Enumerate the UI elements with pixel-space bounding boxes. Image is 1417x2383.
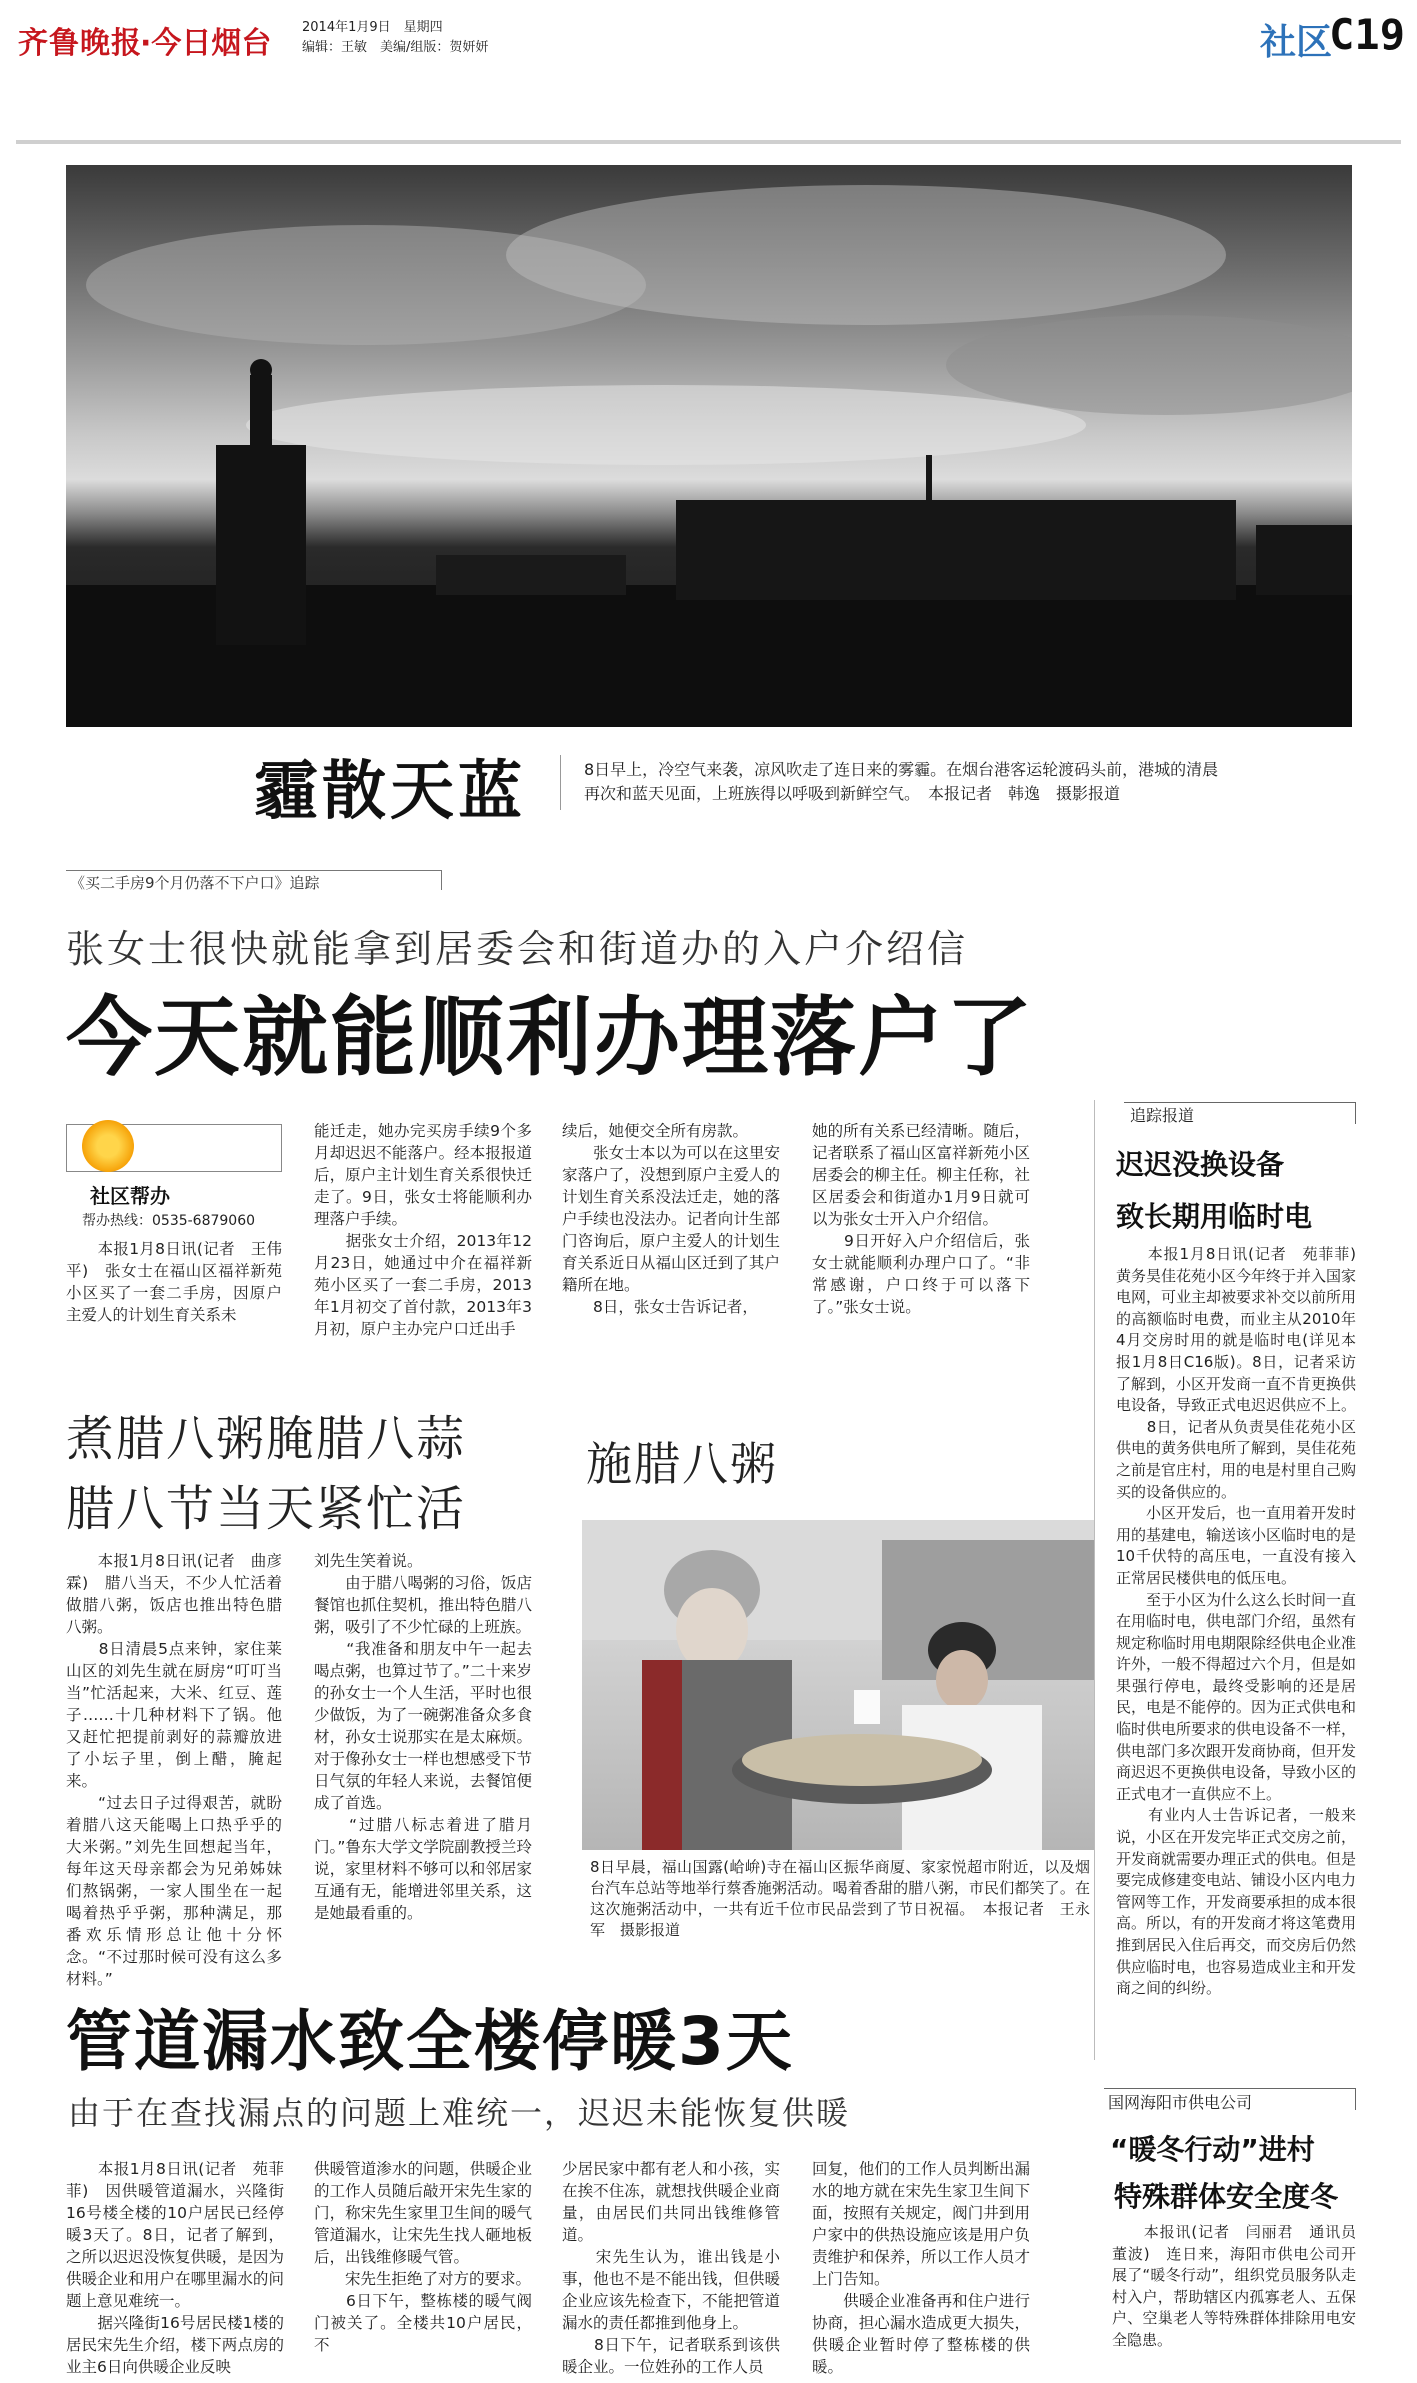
pipe-column-3: 少居民家中都有老人和小孩，实在挨不住冻，就想找供暖企业商量，由居民们共同出钱维修管道。 宋先生认为，谁出钱是小事，他也不是不能出钱，但供暖企业应该先检查下，不能把管道漏水的责任都推到他身上。 8日下午，记者联系到该供暖企业。一位姓孙的工作人员 bbox=[562, 2160, 780, 2376]
sidebar-label: 追踪报道 bbox=[1130, 1106, 1195, 1125]
laba-column-2: 刘先生笑着说。 由于腊八喝粥的习俗，饭店餐馆也抓住契机，推出特色腊八粥，吸引了不少忙碌的上班族。 “我准备和朋友中午一起去喝点粥，也算过节了。”二十来岁的孙女士一个人生活，平时也很少做饭，为了一碗粥准备众多食材，孙女士说那实在是太麻烦。对于像孙女士一样也想感受下节日气氛的年轻人来说，去餐馆便成了首选。 “过腊八标志着进了腊月门。”鲁东大学文学院副教授兰玲说，家里材料不够可以和邻居家互通有无，能增进邻里关系，这是她最看重的。 bbox=[314, 1552, 532, 1922]
hukou-column-3: 续后，她便交全所有房款。 张女士本以为可以在这里安家落户了，没想到原户主爱人的计划生育关系没法迁走，她的落户手续也没法办。记者向计生部门咨询后，原户主爱人的计划生育关系近日从福山区迁到了其户籍所在地。 8日，张女士告诉记者， bbox=[562, 1122, 780, 1316]
porridge-photo-title: 施腊八粥 bbox=[586, 1437, 778, 1491]
article-kicker: 《买二手房9个月仍落不下户口》追踪 bbox=[70, 874, 320, 892]
headset-icon bbox=[82, 1120, 134, 1172]
header-rule bbox=[16, 140, 1401, 144]
pipe-column-2: 供暖管道渗水的问题，供暖企业的工作人员随后敲开宋先生家的门，称宋先生家里卫生间的暖气管道漏水，让宋先生找人砸地板后，出钱维修暖气管。 宋先生拒绝了对方的要求。 6日下午，整栋楼的暖气阀门被关了。全楼共10户居民，不 bbox=[314, 2160, 532, 2354]
pipe-deck: 由于在查找漏点的问题上难统一，迟迟未能恢复供暖 bbox=[68, 2094, 851, 2132]
sidebar2-headline-line-2: 特殊群体安全度冬 bbox=[1114, 2180, 1339, 2213]
hukou-column-1: 本报1月8日讯(记者 王伟平) 张女士在福山区福祥新苑小区买了一套二手房，因原户主爱人的计划生育关系未 bbox=[66, 1240, 282, 1324]
hukou-column-2: 能迁走，她办完买房手续9个多月却迟迟不能落户。经本报报道后，原户主计划生育关系很快迁走了。9日，张女士将能顺利办理落户手续。 据张女士介绍，2013年12月23日，她通过中介在福祥新苑小区买了一套二手房，2013年1月初交了首付款，2013年3月初，原户主办完户口迁出手 bbox=[314, 1122, 532, 1338]
sidebar2-label: 国网海阳市供电公司 bbox=[1108, 2093, 1253, 2112]
date-line: 2014年1月9日 星期四 bbox=[302, 20, 443, 35]
sidebar2-headline-line-1: “暖冬行动”进村 bbox=[1110, 2133, 1315, 2166]
haze-caption: 8日早上，冷空气来袭，凉风吹走了连日来的雾霾。在烟台港客运轮渡码头前，港城的清晨再次和蓝天见面，上班族得以呼吸到新鲜空气。 本报记者 韩逸 摄影报道 bbox=[584, 760, 1219, 803]
page-section-label: 社区 bbox=[1259, 22, 1332, 63]
porridge-photo-caption: 8日早晨，福山国露(峆峅)寺在福山区振华商厦、家家悦超市附近，以及烟台汽车总站等地举行蔡香施粥活动。喝着香甜的腊八粥，市民们都笑了。在这次施粥活动中，一共有近千位市民品尝到了节日祝福。 本报记者 王永军 摄影报道 bbox=[590, 1858, 1090, 1939]
section-name: ·今日烟台 bbox=[140, 26, 272, 61]
pipe-headline: 管道漏水致全楼停暖3天 bbox=[66, 2003, 794, 2080]
laba-headline-line-1: 煮腊八粥腌腊八蒜 bbox=[66, 1411, 467, 1467]
laba-headline-line-2: 腊八节当天紧忙活 bbox=[66, 1481, 467, 1537]
haze-photo-illustration bbox=[66, 165, 1352, 727]
sidebar-headline-line-1: 迟迟没换设备 bbox=[1116, 1148, 1285, 1181]
newspaper-brand: 齐鲁晚报 bbox=[18, 26, 142, 61]
haze-photo bbox=[66, 165, 1352, 727]
page-number: C19 bbox=[1329, 10, 1405, 59]
sidebar-body: 本报1月8日讯(记者 苑菲菲) 黄务昊佳花苑小区今年终于并入国家电网，可业主却被要求补交以前所用的高额临时电费，而业主从2010年4月交房时用的就是临时电(详见本报1月8日C16版)。8日，记者采访了解到，小区开发商一直不肯更换供电设备，导致正式电迟迟供应不上。 8日，记者从负责昊佳花苑小区供电的黄务供电所了解到，昊佳花苑之前是官庄村，用的电是村里自己购买的设备供应的。 小区开发后，也一直用着开发时用的基建电，输送该小区临时电的是10千伏特的高压电，一直没有接入正常居民楼供电的低压电。 至于小区为什么这么长时间一直在用临时电，供电部门介绍，虽然有规定称临时用电期限除经供电企业准许外，一般不得超过六个月，但是如果强行停电，最终受影响的还是居民，电是不能停的。因为正式供电和临时供电所要求的供电设备不一样，供电部门多次跟开发商协商，但开发商迟迟不更换供电设备，导致小区的正式电才一直供应不上。 有业内人士告诉记者，一般来说，小区在开发完毕正式交房之前，开发商就需要办理正式的供电。但是要完成修建变电站、铺设小区内电力管网等工作，开发商要承担的成本很高。所以，有的开发商才将这笔费用推到居民入住后再交，而交房后仍然供应临时电，也容易造成业主和开发商之间的纠纷。 bbox=[1116, 1245, 1357, 1998]
pipe-column-1: 本报1月8日讯(记者 苑菲菲) 因供暖管道漏水，兴隆街16号楼全楼的10户居民已经停暖3天了。8日，记者了解到，之所以迟迟没恢复供暖，是因为供暖企业和用户在哪里漏水的问题上意见难统一。 据兴隆街16号居民楼1楼的居民宋先生介绍，楼下两点房的业主6日向供暖企业反映 bbox=[66, 2160, 284, 2376]
article-deck: 张女士很快就能拿到居委会和街道办的入户介绍信 bbox=[66, 927, 969, 971]
column-divider bbox=[1094, 1100, 1095, 2060]
article-headline: 今天就能顺利办理落户了 bbox=[66, 988, 1034, 1088]
editor-line: 编辑：王敏 美编/组版：贺妍妍 bbox=[302, 40, 489, 55]
pipe-column-4: 回复，他们的工作人员判断出漏水的地方就在宋先生家卫生间下面，按照有关规定，阀门井到用户家中的供热设施应该是用户负责维护和保养，所以工作人员才上门告知。 供暖企业准备再和住户进行协商，担心漏水造成更大损失，供暖企业暂时停了整栋楼的供暖。 bbox=[812, 2160, 1030, 2376]
community-help-label: 社区帮办 bbox=[90, 1184, 170, 1208]
laba-column-1: 本报1月8日讯(记者 曲彦霖) 腊八当天，不少人忙活着做腊八粥，饭店也推出特色腊八粥。 8日清晨5点来钟，家住莱山区的刘先生就在厨房“叮叮当当”忙活起来，大米、红豆、莲子……十几种材料下了锅。他又赶忙把提前剥好的蒜瓣放进了小坛子里，倒上醋，腌起来。 “过去日子过得艰苦，就盼着腊八这天能喝上口热乎乎的大米粥。”刘先生回想起当年，每年这天母亲都会为兄弟姊妹们熬锅粥，一家人围坐在一起喝着热乎乎粥，那种满足，那番欢乐情形总让他十分怀念。“不过那时候可没有这么多材料。” bbox=[66, 1552, 282, 1988]
sidebar2-body: 本报讯(记者 闫丽君 通讯员 董波) 连日来，海阳市供电公司开展了“暖冬行动”，组织党员服务队走村入户，帮助辖区内孤寡老人、五保户、空巢老人等特殊群体排除用电安全隐患。 bbox=[1112, 2223, 1372, 2349]
haze-title: 霾散天蓝 bbox=[254, 754, 526, 829]
help-hotline: 帮办热线：0535-6879060 bbox=[82, 1213, 256, 1229]
porridge-photo bbox=[582, 1520, 1094, 1850]
porridge-photo-illustration bbox=[582, 1520, 1094, 1850]
caption-divider bbox=[560, 755, 561, 810]
hukou-column-4: 她的所有关系已经清晰。随后，记者联系了福山区富祥新苑小区居委会的柳主任。柳主任称，社区居委会和街道办1月9日就可以为张女士开入户介绍信。 9日开好入户介绍信后，张女士就能顺利办理户口了。“非常感谢，户口终于可以落下了。”张女士说。 bbox=[812, 1122, 1030, 1316]
sidebar-headline-line-2: 致长期用临时电 bbox=[1116, 1200, 1313, 1233]
